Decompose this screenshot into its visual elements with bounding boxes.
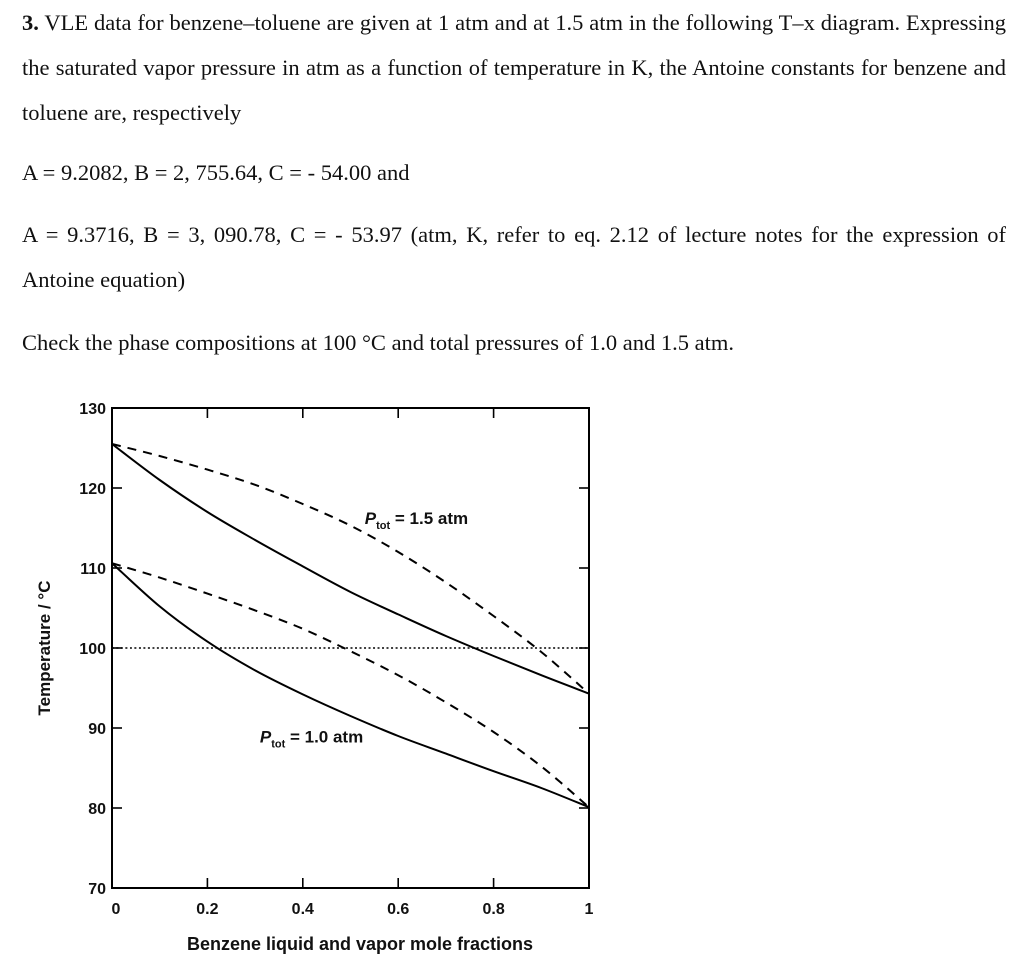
dew-curve <box>112 563 589 807</box>
bubble-curve <box>112 563 589 807</box>
x-tick-label: 0.6 <box>387 901 410 918</box>
x-tick-label: 0 <box>111 901 121 918</box>
x-tick-label: 0.4 <box>291 901 314 918</box>
x-tick-label: 1 <box>584 901 594 918</box>
tx-diagram <box>0 390 1024 963</box>
x-axis-label: Benzene liquid and vapor mole fractions <box>186 934 534 954</box>
y-tick-label: 70 <box>88 881 106 898</box>
benzene-antoine-constants: A = 9.2082, B = 2, 755.64, C = - 54.00 and <box>22 160 410 185</box>
x-tick-label: 0.8 <box>482 901 505 918</box>
y-tick-label: 110 <box>80 561 106 578</box>
problem-intro-text: VLE data for benzene–toluene are given at 1 atm and at 1.5 atm in the following T–x diagram. Expressing the saturated vapor pressure in atm as a function of temperature in K, the Antoine constants for benzene and toluene are, respectively <box>22 10 1007 125</box>
dew-curve <box>112 444 589 694</box>
toluene-antoine-constants: A = 9.3716, B = 3, 090.78, C = - 53.97 (atm, K, refer to eq. 2.12 of lecture notes for the expression of Antoine equation) <box>22 222 1006 292</box>
problem-intro <box>22 0 1006 135</box>
pressure-annotation: $P_{tot} = 1.0$ atm <box>259 727 364 751</box>
y-tick-label: 80 <box>88 801 106 818</box>
y-tick-label: 130 <box>79 401 106 418</box>
y-axis-label: Temperature / °C <box>35 580 54 716</box>
problem-number: 3. <box>22 10 39 35</box>
x-tick-label: 0.2 <box>196 901 219 918</box>
pressure-annotation: $P_{tot} = 1.5$ atm <box>364 509 469 532</box>
question-text: Check the phase compositions at 100 °C and total pressures of 1.0 and 1.5 atm. <box>22 330 734 355</box>
y-tick-label: 100 <box>79 641 106 658</box>
y-tick-label: 90 <box>88 721 106 738</box>
y-tick-label: 120 <box>79 481 106 498</box>
bubble-curve <box>112 444 589 694</box>
